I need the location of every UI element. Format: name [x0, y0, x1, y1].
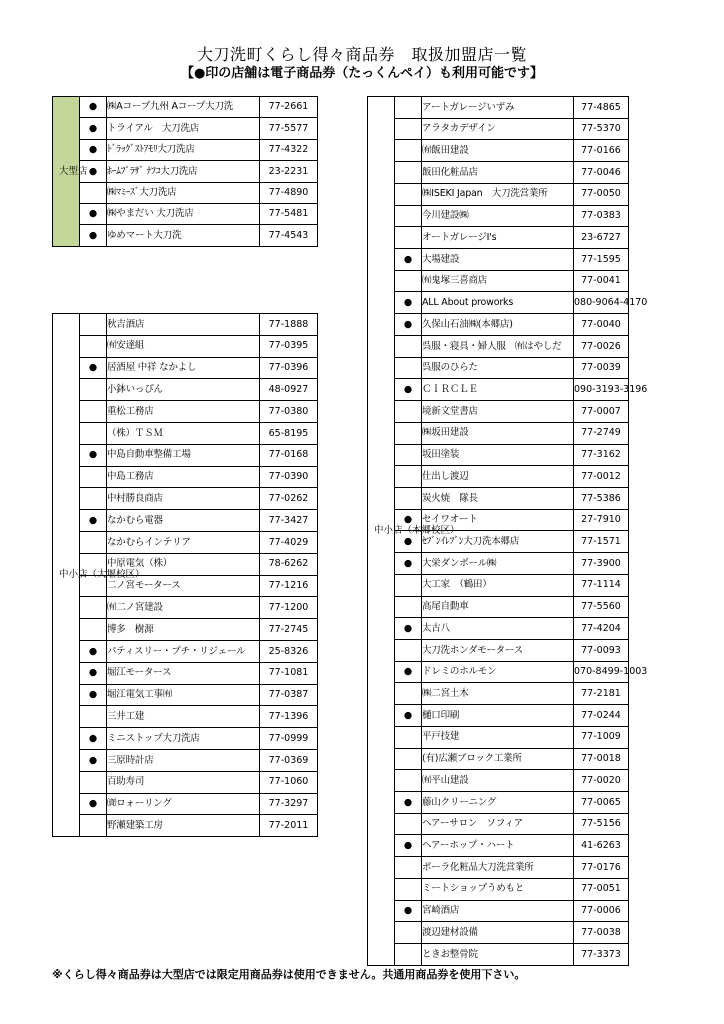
store-phone: 77-0038 — [574, 922, 629, 944]
e-voucher-mark — [395, 813, 422, 835]
e-voucher-mark — [395, 770, 422, 792]
table-row — [368, 726, 629, 748]
table-row — [368, 466, 629, 488]
oozeki-district-table — [52, 313, 318, 837]
e-voucher-mark — [80, 619, 107, 641]
store-phone: 77-0383 — [574, 205, 629, 227]
store-name: ㈲平山建設 — [422, 770, 574, 792]
table-row — [368, 792, 629, 814]
store-phone: 090-3193-3196 — [574, 379, 629, 401]
store-name: ゆめマート大刀洗 — [107, 225, 260, 246]
store-name: 樋口印刷 — [422, 705, 574, 727]
table-row — [53, 97, 318, 118]
e-voucher-mark — [395, 748, 422, 770]
e-voucher-mark: ● — [395, 900, 422, 922]
store-name: ㈲飯田建設 — [422, 140, 574, 162]
store-name: ﾄﾞﾗｯｸﾞｽﾄｱﾓﾘ大刀洗店 — [107, 139, 260, 160]
store-phone: 77-4322 — [260, 139, 318, 160]
store-name: 境新文堂書店 — [422, 401, 574, 423]
section-label-text: 中小店（大堰校区） — [59, 569, 145, 581]
store-name: ヘアーサロン ソフィア — [422, 813, 574, 835]
e-voucher-mark: ● — [395, 379, 422, 401]
e-voucher-mark: ● — [395, 835, 422, 857]
e-voucher-mark: ● — [80, 357, 107, 379]
e-voucher-mark — [395, 357, 422, 379]
table-row — [53, 684, 318, 706]
e-voucher-mark: ● — [395, 249, 422, 271]
table-row — [53, 118, 318, 139]
store-phone: 77-2749 — [574, 422, 629, 444]
e-voucher-mark — [395, 922, 422, 944]
store-phone: 77-0051 — [574, 878, 629, 900]
e-voucher-mark — [395, 683, 422, 705]
table-row — [368, 944, 629, 966]
store-phone: 23-6727 — [574, 227, 629, 249]
store-phone: 77-0262 — [260, 488, 318, 510]
store-name: パティスリー・プチ・リジェール — [107, 640, 260, 662]
e-voucher-mark: ● — [80, 662, 107, 684]
e-voucher-mark — [80, 706, 107, 728]
store-name: 呉服のひらた — [422, 357, 574, 379]
store-phone: 77-0007 — [574, 401, 629, 423]
table-row — [53, 706, 318, 728]
store-phone: 77-0046 — [574, 162, 629, 184]
store-phone: 77-0020 — [574, 770, 629, 792]
store-phone: 77-1595 — [574, 249, 629, 271]
store-phone: 080-9064-4170 — [574, 292, 629, 314]
store-name: 中原電気（株） — [107, 553, 260, 575]
store-phone: 77-1114 — [574, 574, 629, 596]
store-phone: 77-0006 — [574, 900, 629, 922]
e-voucher-mark: ● — [395, 618, 422, 640]
section-label-text: 中小店（本郷校区） — [374, 525, 460, 537]
e-voucher-mark — [395, 444, 422, 466]
e-voucher-mark: ● — [80, 510, 107, 532]
e-voucher-mark: ● — [80, 728, 107, 750]
store-name: 博多 樹源 — [107, 619, 260, 641]
table-row — [368, 379, 629, 401]
e-voucher-mark — [395, 183, 422, 205]
store-name: 久保山石油㈱(本郷店) — [422, 314, 574, 336]
table-row — [53, 749, 318, 771]
store-phone: 77-5560 — [574, 596, 629, 618]
table-row — [53, 335, 318, 357]
store-phone: 77-0039 — [574, 357, 629, 379]
table-row — [368, 683, 629, 705]
store-phone: 77-2011 — [260, 815, 318, 837]
table-row — [53, 422, 318, 444]
store-phone: 77-0018 — [574, 748, 629, 770]
store-phone: 77-5370 — [574, 118, 629, 140]
e-voucher-mark — [395, 205, 422, 227]
store-name: 渡辺建材設備 — [422, 922, 574, 944]
store-phone: 77-1888 — [260, 314, 318, 336]
table-row — [368, 422, 629, 444]
store-phone: 48-0927 — [260, 379, 318, 401]
e-voucher-mark — [80, 815, 107, 837]
table-row — [368, 227, 629, 249]
store-phone: 77-0395 — [260, 335, 318, 357]
store-phone: 77-0040 — [574, 314, 629, 336]
e-voucher-mark — [395, 118, 422, 140]
e-voucher-mark — [395, 140, 422, 162]
store-phone: 77-0168 — [260, 444, 318, 466]
e-voucher-mark — [395, 97, 422, 119]
e-voucher-mark — [80, 488, 107, 510]
store-phone: 77-4865 — [574, 97, 629, 119]
store-name: 飯田化粧品店 — [422, 162, 574, 184]
e-voucher-mark: ● — [395, 705, 422, 727]
store-phone: 77-4204 — [574, 618, 629, 640]
store-phone: 78-6262 — [260, 553, 318, 575]
e-voucher-mark — [395, 857, 422, 879]
table-row — [368, 661, 629, 683]
table-row — [368, 183, 629, 205]
store-name: （株）ＴＳＭ — [107, 422, 260, 444]
store-name: トライアル 大刀洗店 — [107, 118, 260, 139]
store-phone: 070-8499-1003 — [574, 661, 629, 683]
e-voucher-mark: ● — [395, 531, 422, 553]
store-name: 百助寿司 — [107, 771, 260, 793]
table-row — [368, 357, 629, 379]
store-phone: 77-3900 — [574, 553, 629, 575]
store-name: 秋吉酒店 — [107, 314, 260, 336]
store-name: (有)広瀬ブロック工業所 — [422, 748, 574, 770]
table-row — [368, 618, 629, 640]
table-row — [368, 118, 629, 140]
e-voucher-mark — [395, 596, 422, 618]
store-name: ALL About proworks — [422, 292, 574, 314]
store-phone: 77-2661 — [260, 97, 318, 118]
store-name: ｾﾌﾞﾝｲﾚﾌﾞﾝ大刀洗本郷店 — [422, 531, 574, 553]
e-voucher-mark — [80, 401, 107, 423]
store-phone: 77-0026 — [574, 335, 629, 357]
store-name: 重松工務店 — [107, 401, 260, 423]
store-name: 藤山クリーニング — [422, 792, 574, 814]
store-phone: 77-0041 — [574, 270, 629, 292]
store-name: ときお整骨院 — [422, 944, 574, 966]
e-voucher-mark — [395, 270, 422, 292]
table-row — [53, 510, 318, 532]
table-row — [368, 639, 629, 661]
store-name: 今川建設㈱ — [422, 205, 574, 227]
e-voucher-mark: ● — [80, 139, 107, 160]
table-row — [53, 357, 318, 379]
table-row — [53, 488, 318, 510]
store-name: ミニストップ大刀洗店 — [107, 728, 260, 750]
store-phone: 77-1216 — [260, 575, 318, 597]
store-name: 三原時計店 — [107, 749, 260, 771]
e-voucher-mark: ● — [80, 203, 107, 224]
table-row — [53, 182, 318, 203]
table-row — [53, 662, 318, 684]
store-phone: 77-0093 — [574, 639, 629, 661]
store-name: ㈲安達組 — [107, 335, 260, 357]
e-voucher-mark — [80, 422, 107, 444]
store-name: ﾎｰﾑﾌﾟﾗｻﾞ ﾅﾌｺ大刀洗店 — [107, 161, 260, 182]
store-phone: 77-1009 — [574, 726, 629, 748]
store-phone: 77-5386 — [574, 487, 629, 509]
e-voucher-mark — [80, 335, 107, 357]
e-voucher-mark — [80, 597, 107, 619]
store-name: ㈱ISEKI Japan 大刀洗営業所 — [422, 183, 574, 205]
store-phone: 77-0369 — [260, 749, 318, 771]
store-phone: 77-0380 — [260, 401, 318, 423]
e-voucher-mark — [395, 574, 422, 596]
table-row — [368, 922, 629, 944]
store-name: なかむら電器 — [107, 510, 260, 532]
store-name: 小鉢いっぴん — [107, 379, 260, 401]
store-name: オートガレージI's — [422, 227, 574, 249]
store-name: 中村勝良商店 — [107, 488, 260, 510]
e-voucher-mark — [395, 726, 422, 748]
store-name: ㈲二ノ宮建設 — [107, 597, 260, 619]
table-row — [368, 857, 629, 879]
store-name: アラタカデザイン — [422, 118, 574, 140]
hongo-district-table — [367, 96, 648, 966]
e-voucher-mark — [395, 944, 422, 966]
table-row — [368, 162, 629, 184]
e-voucher-mark: ● — [395, 792, 422, 814]
table-row — [53, 466, 318, 488]
e-voucher-mark — [80, 771, 107, 793]
store-name: ㈱二宮土木 — [422, 683, 574, 705]
store-name: 仕出し渡辺 — [422, 466, 574, 488]
store-phone: 77-1571 — [574, 531, 629, 553]
table-row — [53, 203, 318, 224]
large-store-table — [52, 96, 318, 247]
table-row — [368, 249, 629, 271]
e-voucher-mark — [80, 466, 107, 488]
store-name: 野瀬建築工房 — [107, 815, 260, 837]
e-voucher-mark: ● — [80, 640, 107, 662]
table-row — [368, 574, 629, 596]
page-title: 大刀洗町くらし得々商品券 取扱加盟店一覧 — [196, 45, 527, 64]
table-row — [368, 205, 629, 227]
store-phone: 77-0387 — [260, 684, 318, 706]
table-row — [368, 314, 629, 336]
table-row — [368, 292, 629, 314]
store-name: ㈱やまだい 大刀洗店 — [107, 203, 260, 224]
store-phone: 77-0999 — [260, 728, 318, 750]
table-row — [53, 815, 318, 837]
store-phone: 77-3162 — [574, 444, 629, 466]
e-voucher-mark — [80, 314, 107, 336]
store-phone: 77-4029 — [260, 531, 318, 553]
store-name: ヘアーホップ・ハート — [422, 835, 574, 857]
e-voucher-mark: ● — [80, 118, 107, 139]
e-voucher-mark: ● — [80, 793, 107, 815]
e-voucher-mark: ● — [395, 661, 422, 683]
table-row — [53, 728, 318, 750]
e-voucher-mark: ● — [395, 314, 422, 336]
store-phone: 41-6263 — [574, 835, 629, 857]
store-name: ㈱坂田建設 — [422, 422, 574, 444]
store-name: 居酒屋 中祥 なかよし — [107, 357, 260, 379]
table-row — [368, 487, 629, 509]
e-voucher-mark — [395, 639, 422, 661]
store-phone: 77-3373 — [574, 944, 629, 966]
table-row — [53, 161, 318, 182]
table-row — [368, 97, 629, 119]
table-row — [53, 640, 318, 662]
e-voucher-mark: ● — [80, 444, 107, 466]
store-phone: 25-8326 — [260, 640, 318, 662]
store-name: 高尾自動車 — [422, 596, 574, 618]
table-row — [53, 793, 318, 815]
store-name: ＣＩＲＣＬＥ — [422, 379, 574, 401]
store-phone: 77-5156 — [574, 813, 629, 835]
table-row — [53, 597, 318, 619]
store-name: ㈱Aコープ九州 Aコープ大刀洗 — [107, 97, 260, 118]
table-row — [53, 401, 318, 423]
e-voucher-mark: ● — [80, 684, 107, 706]
store-name: なかむらインテリア — [107, 531, 260, 553]
e-voucher-mark — [80, 182, 107, 203]
store-name: 平戸技建 — [422, 726, 574, 748]
store-phone: 65-8195 — [260, 422, 318, 444]
table-row — [53, 314, 318, 336]
e-voucher-mark — [395, 422, 422, 444]
store-phone: 77-4543 — [260, 225, 318, 246]
e-voucher-mark — [395, 466, 422, 488]
e-voucher-mark — [395, 878, 422, 900]
table-row — [53, 139, 318, 160]
store-phone: 77-0390 — [260, 466, 318, 488]
store-name: 中島工務店 — [107, 466, 260, 488]
table-row — [368, 878, 629, 900]
table-row — [368, 835, 629, 857]
table-row — [368, 596, 629, 618]
section-label-text: 大型店 — [59, 165, 88, 177]
table-row — [53, 771, 318, 793]
store-name: 太古八 — [422, 618, 574, 640]
e-voucher-mark — [395, 335, 422, 357]
store-name: 堀江電気工事㈲ — [107, 684, 260, 706]
store-phone: 77-3297 — [260, 793, 318, 815]
table-row — [368, 705, 629, 727]
table-row — [368, 900, 629, 922]
store-name: 大刀洗ホンダモータース — [422, 639, 574, 661]
store-phone: 77-0396 — [260, 357, 318, 379]
table-row — [368, 444, 629, 466]
store-name: 大工家 （鶴田） — [422, 574, 574, 596]
store-phone: 77-1396 — [260, 706, 318, 728]
store-name: 三井工建 — [107, 706, 260, 728]
e-voucher-mark: ● — [80, 161, 107, 182]
e-voucher-mark: ● — [80, 225, 107, 246]
store-phone: 77-2181 — [574, 683, 629, 705]
store-phone: 77-5577 — [260, 118, 318, 139]
store-name: ポーラ化粧品大刀洗営業所 — [422, 857, 574, 879]
store-phone: 77-4890 — [260, 182, 318, 203]
e-voucher-mark — [80, 379, 107, 401]
e-voucher-mark — [395, 227, 422, 249]
store-name: ㈲鬼塚三喜商店 — [422, 270, 574, 292]
store-phone: 77-1081 — [260, 662, 318, 684]
store-name: 二ノ宮モータース — [107, 575, 260, 597]
store-name: 呉服・寝具・婦人服 ㈲はやしだ — [422, 335, 574, 357]
e-voucher-mark: ● — [395, 553, 422, 575]
e-voucher-mark: ● — [395, 509, 422, 531]
store-phone: 77-1060 — [260, 771, 318, 793]
table-row — [53, 225, 318, 246]
store-name: アートガレージいずみ — [422, 97, 574, 119]
store-name: ドレミのホルモン — [422, 661, 574, 683]
store-phone: 77-5481 — [260, 203, 318, 224]
table-row — [53, 379, 318, 401]
store-name: 宮崎酒店 — [422, 900, 574, 922]
store-name: ㈾ロォーリング — [107, 793, 260, 815]
store-phone: 77-0012 — [574, 466, 629, 488]
store-phone: 77-0176 — [574, 857, 629, 879]
section-label — [53, 97, 88, 247]
e-voucher-mark: ● — [80, 97, 107, 118]
table-row — [368, 748, 629, 770]
store-phone: 77-2745 — [260, 619, 318, 641]
footer-note: ※くらし得々商品券は大型店では限定用商品券は使用できません。共通用商品券を使用下さい。 — [52, 968, 526, 981]
e-voucher-mark: ● — [395, 292, 422, 314]
table-row — [368, 401, 629, 423]
store-name: 坂田塗装 — [422, 444, 574, 466]
e-voucher-mark: ● — [80, 749, 107, 771]
table-row — [368, 140, 629, 162]
table-row — [368, 553, 629, 575]
table-row — [53, 531, 318, 553]
e-voucher-mark — [80, 531, 107, 553]
page-subtitle: 【●印の店舗は電子商品券（たっくんペイ）も利用可能です】 — [180, 66, 544, 81]
store-name: ㈱ﾏﾐｰｽﾞ大刀洗店 — [107, 182, 260, 203]
store-phone: 77-0166 — [574, 140, 629, 162]
store-phone: 77-0065 — [574, 792, 629, 814]
e-voucher-mark — [395, 162, 422, 184]
e-voucher-mark — [395, 401, 422, 423]
store-name: セイワオート — [422, 509, 574, 531]
store-phone: 77-1200 — [260, 597, 318, 619]
table-row — [368, 770, 629, 792]
store-name: ミートショップうめもと — [422, 878, 574, 900]
e-voucher-mark — [395, 487, 422, 509]
store-name: 大栄ダンボール㈱ — [422, 553, 574, 575]
table-row — [368, 270, 629, 292]
store-phone: 27-7910 — [574, 509, 629, 531]
table-row — [368, 813, 629, 835]
store-phone: 77-0244 — [574, 705, 629, 727]
store-name: 中島自動車整備工場 — [107, 444, 260, 466]
store-phone: 77-3427 — [260, 510, 318, 532]
store-phone: 23-2231 — [260, 161, 318, 182]
table-row — [53, 444, 318, 466]
table-row — [53, 619, 318, 641]
store-name: 堀江モータース — [107, 662, 260, 684]
table-row — [368, 335, 629, 357]
store-phone: 77-0050 — [574, 183, 629, 205]
store-name: 大場建設 — [422, 249, 574, 271]
store-name: 炭火焼 隊長 — [422, 487, 574, 509]
